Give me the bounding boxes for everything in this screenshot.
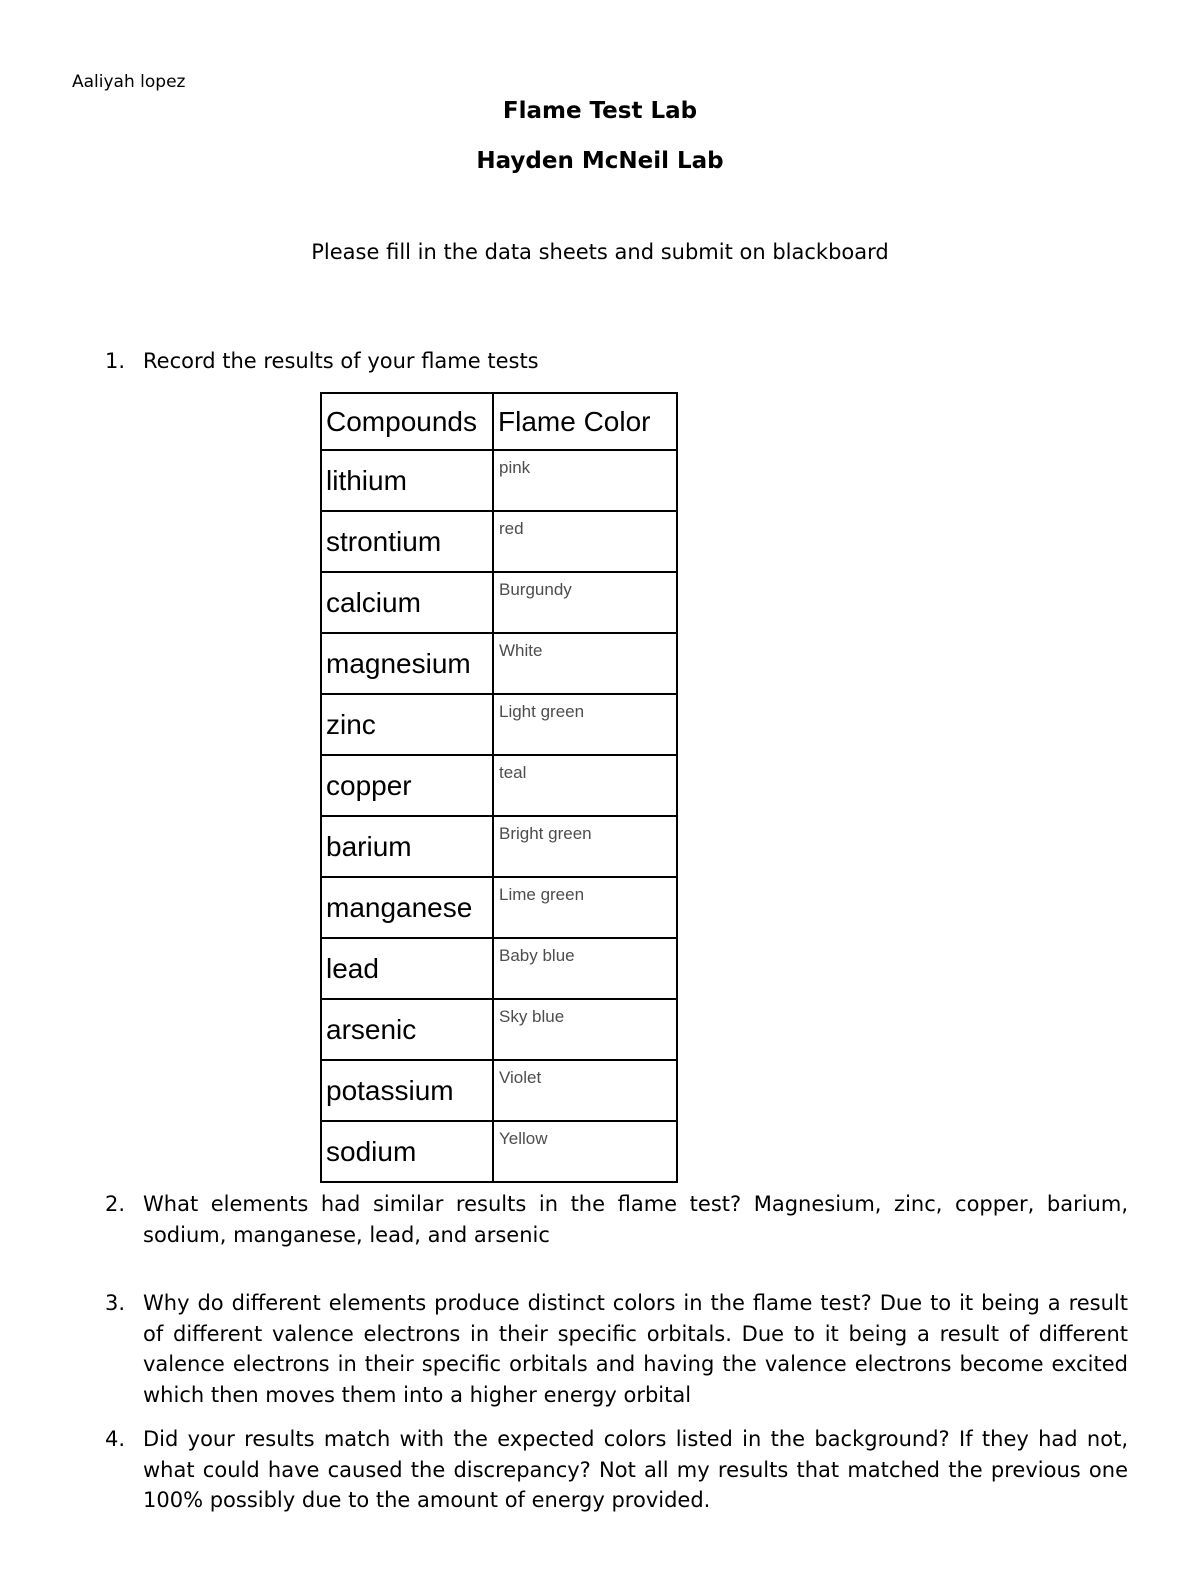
question-1 — [72, 346, 1128, 376]
question-3 — [72, 1288, 1128, 1410]
question-2 — [72, 1189, 1128, 1250]
question-1-text: Record the results of your flame tests — [143, 349, 539, 373]
author-name: Aaliyah lopez — [72, 72, 186, 92]
compound-cell: manganese — [321, 877, 493, 938]
question-3-text: Why do different elements produce distinct colors in the flame test? Due to it being a result of different valence electrons in their specific orbitals. Due to it being a result of different valence electrons in their specific orbitals and having the valence electrons become excited which then moves them into a higher energy orbital — [143, 1291, 1128, 1407]
table-row — [321, 816, 677, 877]
flame-color-cell: pink — [493, 450, 677, 511]
page-subtitle: Hayden McNeil Lab — [476, 148, 724, 174]
flame-color-cell: Lime green — [493, 877, 677, 938]
question-3-number: 3. — [105, 1291, 126, 1316]
flame-color-cell: White — [493, 633, 677, 694]
question-4-number: 4. — [105, 1427, 126, 1452]
flame-color-cell: red — [493, 511, 677, 572]
compound-cell: arsenic — [321, 999, 493, 1060]
table-row — [321, 511, 677, 572]
compound-cell: lithium — [321, 450, 493, 511]
compound-cell: zinc — [321, 694, 493, 755]
compound-cell: sodium — [321, 1121, 493, 1182]
table-header-flame-color: Flame Color — [493, 393, 677, 450]
question-4-text: Did your results match with the expected colors listed in the background? If they had not, what could have caused the discrepancy? Not all my results that matched the previous one 100% possibly due to the amount of energy provided. — [143, 1427, 1128, 1512]
flame-color-cell: Burgundy — [493, 572, 677, 633]
table-header-compounds: Compounds — [321, 393, 493, 450]
table-row — [321, 572, 677, 633]
question-1-number: 1. — [105, 349, 126, 373]
flame-color-cell: Light green — [493, 694, 677, 755]
instruction-text: Please fill in the data sheets and submit on blackboard — [311, 240, 889, 264]
flame-color-cell: Baby blue — [493, 938, 677, 999]
compound-cell: copper — [321, 755, 493, 816]
flame-color-cell: Yellow — [493, 1121, 677, 1182]
table-row — [321, 877, 677, 938]
flame-table-body — [321, 450, 677, 1182]
page-title: Flame Test Lab — [502, 98, 698, 124]
flame-color-cell: Sky blue — [493, 999, 677, 1060]
flame-color-cell: Violet — [493, 1060, 677, 1121]
table-row — [321, 938, 677, 999]
compound-cell: potassium — [321, 1060, 493, 1121]
table-row — [321, 1060, 677, 1121]
compound-cell: magnesium — [321, 633, 493, 694]
table-row — [321, 450, 677, 511]
question-4 — [72, 1424, 1128, 1515]
table-row — [321, 1121, 677, 1182]
compound-cell: calcium — [321, 572, 493, 633]
question-2-text: What elements had similar results in the flame test? Magnesium, zinc, copper, barium, sodium, manganese, lead, and arsenic — [143, 1192, 1128, 1247]
compound-cell: strontium — [321, 511, 493, 572]
table-header-row — [321, 393, 677, 450]
flame-table-head — [321, 393, 677, 450]
flame-color-cell: Bright green — [493, 816, 677, 877]
table-row — [321, 633, 677, 694]
question-2-number: 2. — [105, 1192, 126, 1217]
flame-test-table — [320, 392, 678, 1183]
compound-cell: lead — [321, 938, 493, 999]
table-row — [321, 755, 677, 816]
flame-color-cell: teal — [493, 755, 677, 816]
table-row — [321, 694, 677, 755]
compound-cell: barium — [321, 816, 493, 877]
table-row — [321, 999, 677, 1060]
